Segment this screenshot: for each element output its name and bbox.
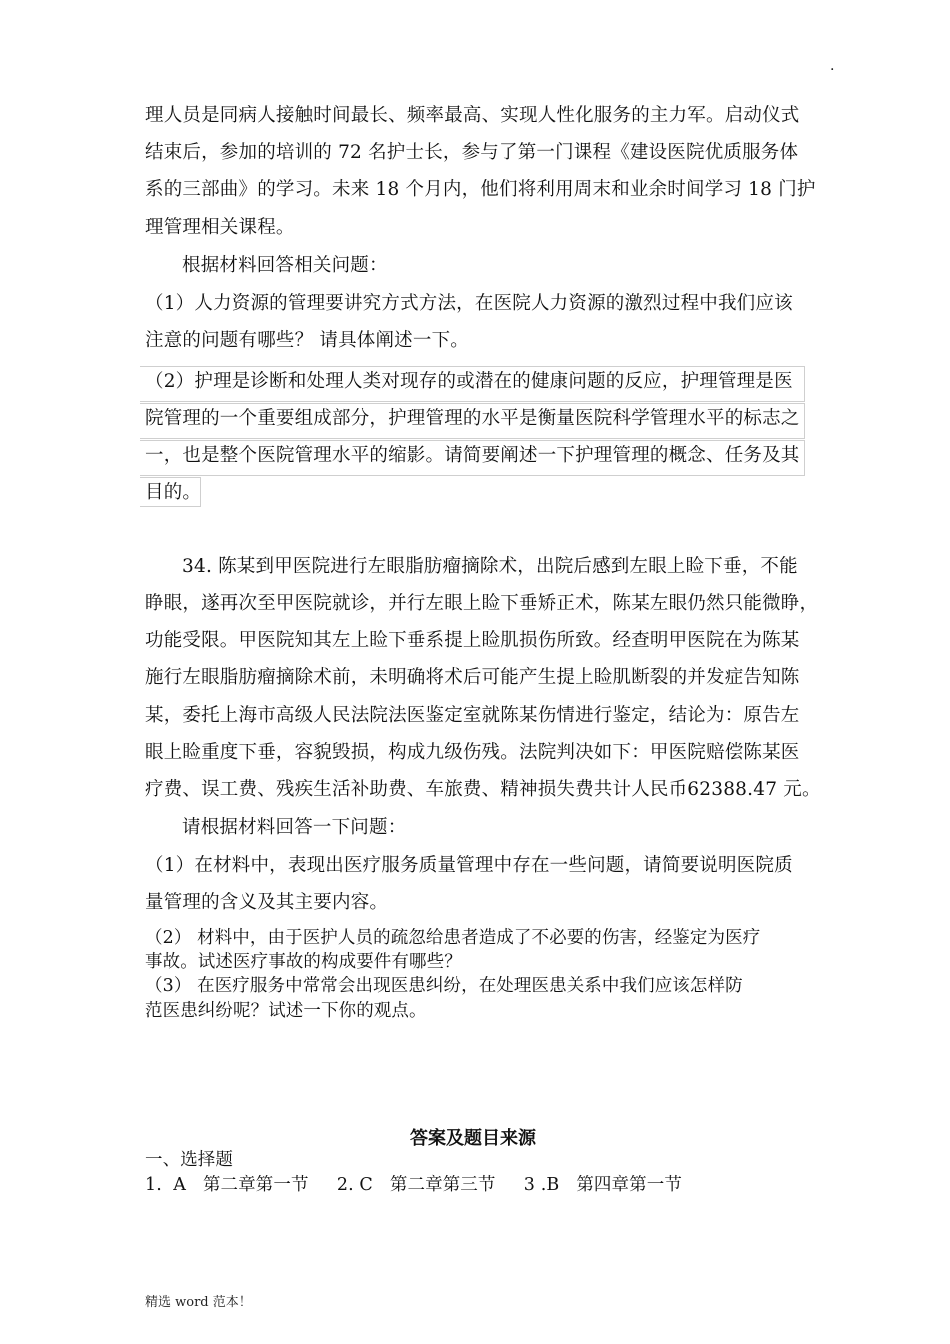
paragraph-line: 施行左眼脂肪瘤摘除术前，未明确将术后可能产生提上睑肌断裂的并发症告知陈 (145, 667, 800, 688)
question-1-1-line: （1）人力资源的管理要讲究方式方法，在医院人力资源的激烈过程中我们应该 (145, 293, 793, 314)
question-2-2-line: 事故。试述医疗事故的构成要件有哪些？ (145, 952, 462, 972)
paragraph-line: 眼上睑重度下垂，容貌毁损，构成九级伤残。法院判决如下：甲医院赔偿陈某医 (145, 742, 800, 763)
page-dot: . (830, 58, 835, 74)
question-1-1-line: 注意的问题有哪些？ 请具体阐述一下。 (145, 330, 469, 351)
question-2-3-line: （3） 在医疗服务中常常会出现医患纠纷，在处理医患关系中我们应该怎样防 (145, 976, 743, 996)
question-1-2-line: 院管理的一个重要组成部分，护理管理的水平是衡量医院科学管理水平的标志之 (145, 408, 800, 429)
question-2-1-line: 量管理的含义及其主要内容。 (145, 892, 389, 913)
question-2-2-line: （2） 材料中，由于医护人员的疏忽给患者造成了不必要的伤害，经鉴定为医疗 (145, 928, 761, 948)
prompt-2: 请根据材料回答一下问题： (182, 817, 407, 838)
question-2-3-line: 范医患纠纷呢？试述一下你的观点。 (145, 1001, 427, 1021)
paragraph-line: 34. 陈某到甲医院进行左眼脂肪瘤摘除术，出院后感到左眼上睑下垂，不能 (182, 556, 798, 577)
paragraph-line: 睁眼，遂再次至甲医院就诊，并行左眼上睑下垂矫正术，陈某左眼仍然只能微睁， (145, 593, 819, 614)
answer-line: 1. A 第二章第一节 2. C 第二章第三节 3 .B 第四章第一节 (145, 1175, 682, 1195)
question-2-1-line: （1）在材料中，表现出医疗服务质量管理中存在一些问题，请简要说明医院质 (145, 855, 793, 876)
paragraph-line: 系的三部曲》的学习。未来 18 个月内，他们将利用周末和业余时间学习 18 门护 (145, 179, 816, 200)
paragraph-line: 某，委托上海市高级人民法院法医鉴定室就陈某伤情进行鉴定，结论为：原告左 (145, 705, 800, 726)
paragraph-line: 功能受限。甲医院知其左上睑下垂系提上睑肌损伤所致。经查明甲医院在为陈某 (145, 630, 800, 651)
answers-title: 答案及题目来源 (410, 1128, 536, 1149)
paragraph-line: 理人员是同病人接触时间最长、频率最高、实现人性化服务的主力军。启动仪式 (145, 105, 800, 126)
question-1-2-line: 一，也是整个医院管理水平的缩影。请简要阐述一下护理管理的概念、任务及其 (145, 445, 800, 466)
question-1-2-line: 目的。 (145, 482, 202, 503)
paragraph-line: 结束后，参加的培训的 72 名护士长，参与了第一门课程《建设医院优质服务体 (145, 142, 799, 163)
section-heading: 一、选择题 (145, 1150, 233, 1170)
paragraph-line: 疗费、误工费、残疾生活补助费、车旅费、精神损失费共计人民币62388.47 元。 (145, 779, 821, 800)
question-1-2-line: （2）护理是诊断和处理人类对现存的或潜在的健康问题的反应，护理管理是医 (145, 371, 793, 392)
prompt-1: 根据材料回答相关问题： (182, 255, 388, 276)
paragraph-line: 理管理相关课程。 (145, 217, 295, 238)
footer-text: 精选 word 范本！ (145, 1295, 252, 1310)
